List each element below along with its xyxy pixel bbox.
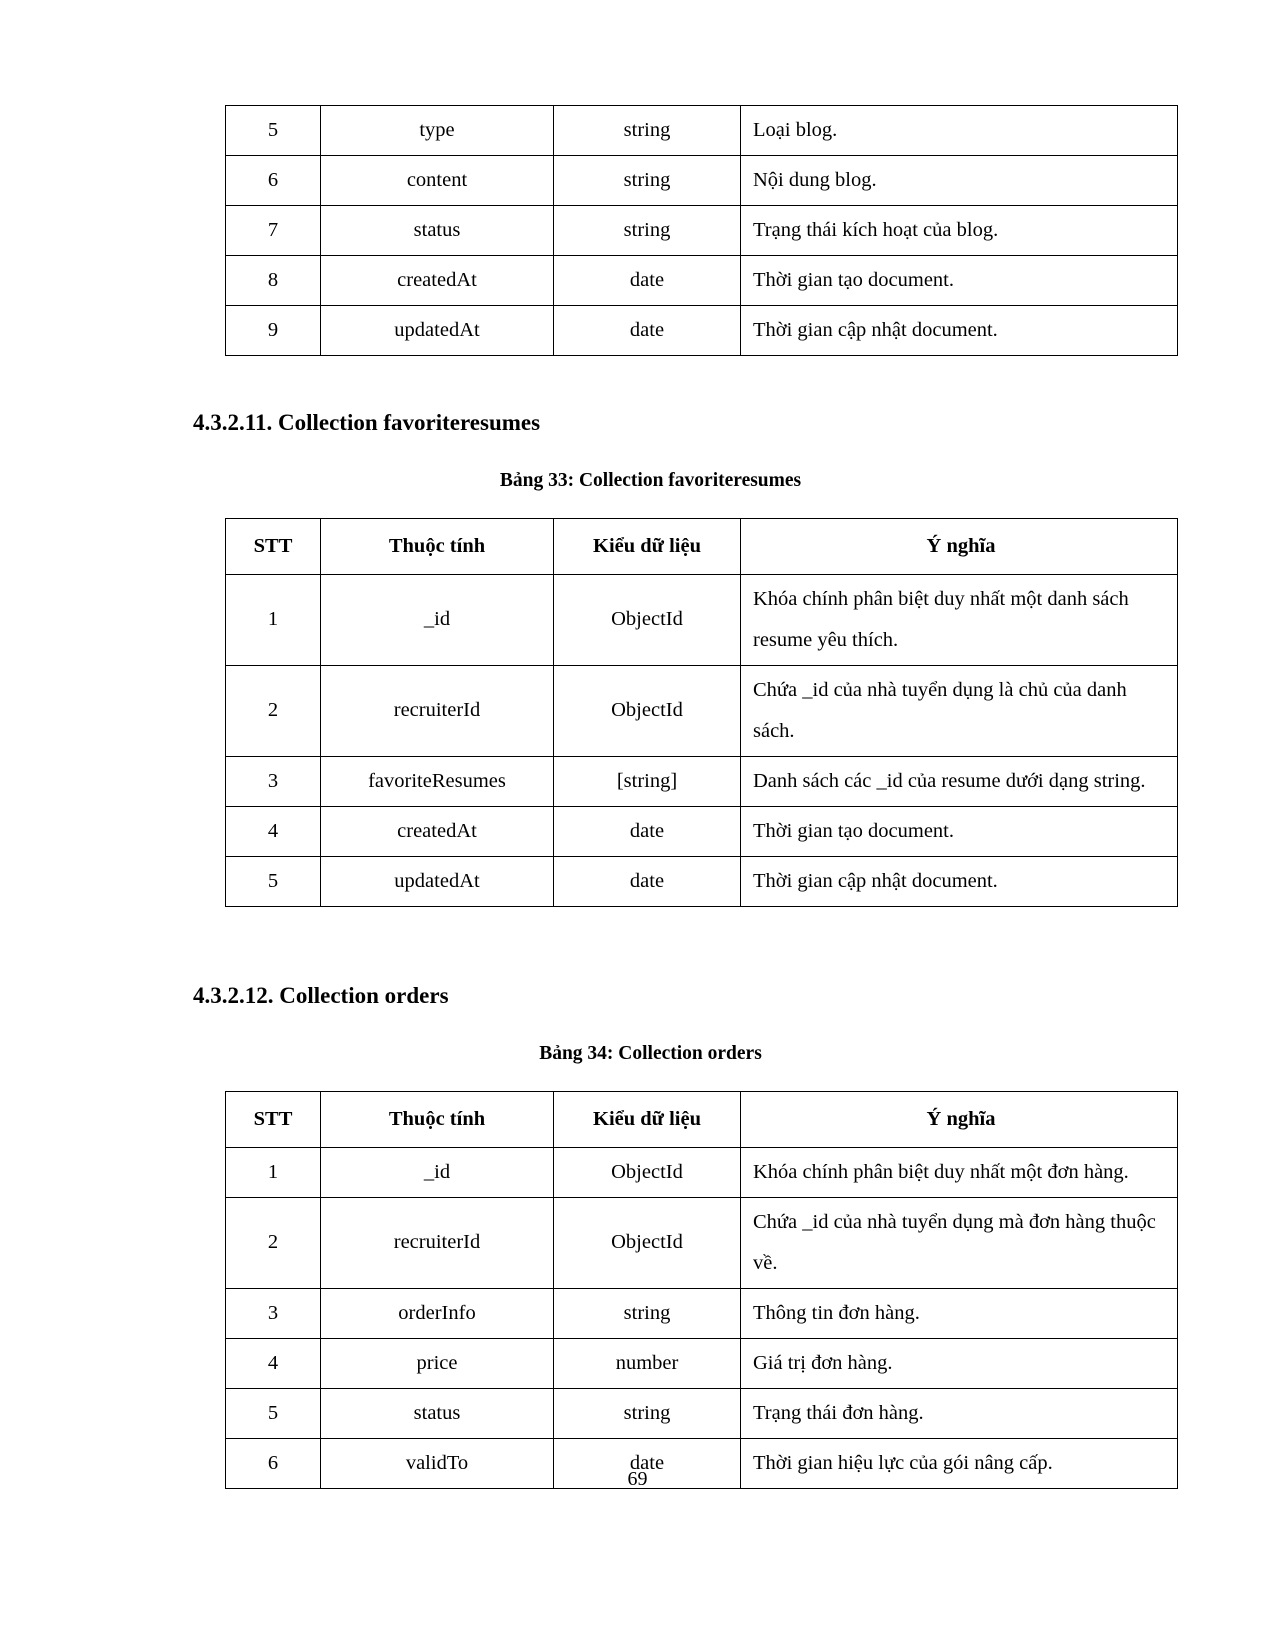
cell-attribute: recruiterId bbox=[321, 665, 554, 756]
table-orders bbox=[225, 1091, 1178, 1489]
table-row bbox=[226, 756, 1178, 806]
cell-attribute: recruiterId bbox=[321, 1197, 554, 1288]
table-head bbox=[226, 1091, 1178, 1147]
page-footer bbox=[0, 1468, 1275, 1491]
cell-datatype: string bbox=[554, 1388, 741, 1438]
cell-attribute: _id bbox=[321, 1147, 554, 1197]
cell-attribute: type bbox=[321, 106, 554, 156]
table-row bbox=[226, 1288, 1178, 1338]
table-body bbox=[226, 1147, 1178, 1488]
cell-datatype: ObjectId bbox=[554, 574, 741, 665]
cell-meaning: Khóa chính phân biệt duy nhất một đơn hàng. bbox=[741, 1147, 1178, 1197]
cell-attribute: validTo bbox=[321, 1438, 554, 1488]
cell-stt: 2 bbox=[226, 665, 321, 756]
column-header-attribute: Thuộc tính bbox=[321, 1091, 554, 1147]
cell-attribute: orderInfo bbox=[321, 1288, 554, 1338]
table-header-row bbox=[226, 518, 1178, 574]
cell-datatype: string bbox=[554, 206, 741, 256]
cell-meaning: Giá trị đơn hàng. bbox=[741, 1338, 1178, 1388]
cell-meaning: Thời gian tạo document. bbox=[741, 256, 1178, 306]
cell-datatype: string bbox=[554, 1288, 741, 1338]
cell-datatype: ObjectId bbox=[554, 665, 741, 756]
caption-table-33: Bảng 33: Collection favoriteresumes bbox=[499, 469, 802, 491]
cell-meaning: Trạng thái đơn hàng. bbox=[741, 1388, 1178, 1438]
cell-datatype: string bbox=[554, 156, 741, 206]
cell-attribute: createdAt bbox=[321, 806, 554, 856]
cell-meaning: Trạng thái kích hoạt của blog. bbox=[741, 206, 1178, 256]
table-favoriteresumes bbox=[225, 518, 1178, 907]
table-blogs-continued bbox=[225, 105, 1178, 356]
cell-datatype: string bbox=[554, 106, 741, 156]
cell-stt: 6 bbox=[226, 156, 321, 206]
cell-attribute: updatedAt bbox=[321, 856, 554, 906]
cell-meaning: Thời gian hiệu lực của gói nâng cấp. bbox=[741, 1438, 1178, 1488]
cell-stt: 4 bbox=[226, 1338, 321, 1388]
cell-meaning: Thông tin đơn hàng. bbox=[741, 1288, 1178, 1338]
page-content bbox=[193, 105, 1156, 1489]
cell-stt: 2 bbox=[226, 1197, 321, 1288]
table-row bbox=[226, 156, 1178, 206]
cell-stt: 3 bbox=[226, 1288, 321, 1338]
section-orders bbox=[193, 981, 1108, 1011]
table-body bbox=[226, 106, 1178, 356]
table-header-row bbox=[226, 1091, 1178, 1147]
cell-attribute: _id bbox=[321, 574, 554, 665]
cell-meaning: Thời gian tạo document. bbox=[741, 806, 1178, 856]
cell-stt: 4 bbox=[226, 806, 321, 856]
cell-meaning: Chứa _id của nhà tuyển dụng mà đơn hàng thuộc về. bbox=[741, 1197, 1178, 1288]
caption-table-33-wrapper bbox=[193, 470, 1108, 492]
table-row bbox=[226, 665, 1178, 756]
column-header-stt: STT bbox=[226, 1091, 321, 1147]
caption-table-34: Bảng 34: Collection orders bbox=[539, 1042, 762, 1064]
column-header-datatype: Kiểu dữ liệu bbox=[554, 518, 741, 574]
column-header-stt: STT bbox=[226, 518, 321, 574]
cell-meaning: Thời gian cập nhật document. bbox=[741, 856, 1178, 906]
cell-datatype: ObjectId bbox=[554, 1147, 741, 1197]
cell-stt: 8 bbox=[226, 256, 321, 306]
cell-attribute: content bbox=[321, 156, 554, 206]
table-row bbox=[226, 856, 1178, 906]
cell-datatype: [string] bbox=[554, 756, 741, 806]
cell-attribute: status bbox=[321, 206, 554, 256]
cell-datatype: date bbox=[554, 856, 741, 906]
table-row bbox=[226, 1147, 1178, 1197]
cell-datatype: date bbox=[554, 806, 741, 856]
cell-meaning: Chứa _id của nhà tuyển dụng là chủ của danh sách. bbox=[741, 665, 1178, 756]
cell-datatype: date bbox=[554, 256, 741, 306]
table-row bbox=[226, 1197, 1178, 1288]
column-header-meaning: Ý nghĩa bbox=[741, 1091, 1178, 1147]
cell-meaning: Thời gian cập nhật document. bbox=[741, 306, 1178, 356]
table-row bbox=[226, 806, 1178, 856]
table-row bbox=[226, 106, 1178, 156]
cell-attribute: price bbox=[321, 1338, 554, 1388]
table-head bbox=[226, 518, 1178, 574]
column-header-attribute: Thuộc tính bbox=[321, 518, 554, 574]
cell-datatype: date bbox=[554, 306, 741, 356]
table-row bbox=[226, 574, 1178, 665]
column-header-meaning: Ý nghĩa bbox=[741, 518, 1178, 574]
cell-stt: 5 bbox=[226, 106, 321, 156]
cell-meaning: Danh sách các _id của resume dưới dạng string. bbox=[741, 756, 1178, 806]
cell-meaning: Loại blog. bbox=[741, 106, 1178, 156]
cell-meaning: Nội dung blog. bbox=[741, 156, 1178, 206]
table-row bbox=[226, 306, 1178, 356]
page-number: 69 bbox=[627, 1468, 648, 1490]
cell-meaning: Khóa chính phân biệt duy nhất một danh sách resume yêu thích. bbox=[741, 574, 1178, 665]
section-heading-orders: 4.3.2.12. Collection orders bbox=[193, 982, 449, 1008]
cell-stt: 9 bbox=[226, 306, 321, 356]
cell-attribute: status bbox=[321, 1388, 554, 1438]
section-heading-favoriteresumes: 4.3.2.11. Collection favoriteresumes bbox=[193, 410, 541, 435]
table-row bbox=[226, 1388, 1178, 1438]
cell-stt: 5 bbox=[226, 856, 321, 906]
table-row bbox=[226, 206, 1178, 256]
cell-stt: 1 bbox=[226, 1147, 321, 1197]
table-body bbox=[226, 574, 1178, 906]
table-33-wrapper bbox=[193, 518, 1146, 907]
section-favoriteresumes bbox=[193, 408, 1108, 438]
cell-stt: 5 bbox=[226, 1388, 321, 1438]
cell-datatype: ObjectId bbox=[554, 1197, 741, 1288]
caption-table-34-wrapper bbox=[193, 1043, 1108, 1065]
cell-attribute: updatedAt bbox=[321, 306, 554, 356]
column-header-datatype: Kiểu dữ liệu bbox=[554, 1091, 741, 1147]
cell-stt: 1 bbox=[226, 574, 321, 665]
cell-stt: 6 bbox=[226, 1438, 321, 1488]
table-row bbox=[226, 256, 1178, 306]
cell-datatype: number bbox=[554, 1338, 741, 1388]
cell-attribute: createdAt bbox=[321, 256, 554, 306]
cell-attribute: favoriteResumes bbox=[321, 756, 554, 806]
table-row bbox=[226, 1338, 1178, 1388]
cell-stt: 7 bbox=[226, 206, 321, 256]
cell-stt: 3 bbox=[226, 756, 321, 806]
cell-datatype: date bbox=[554, 1438, 741, 1488]
table-34-wrapper bbox=[193, 1091, 1156, 1489]
